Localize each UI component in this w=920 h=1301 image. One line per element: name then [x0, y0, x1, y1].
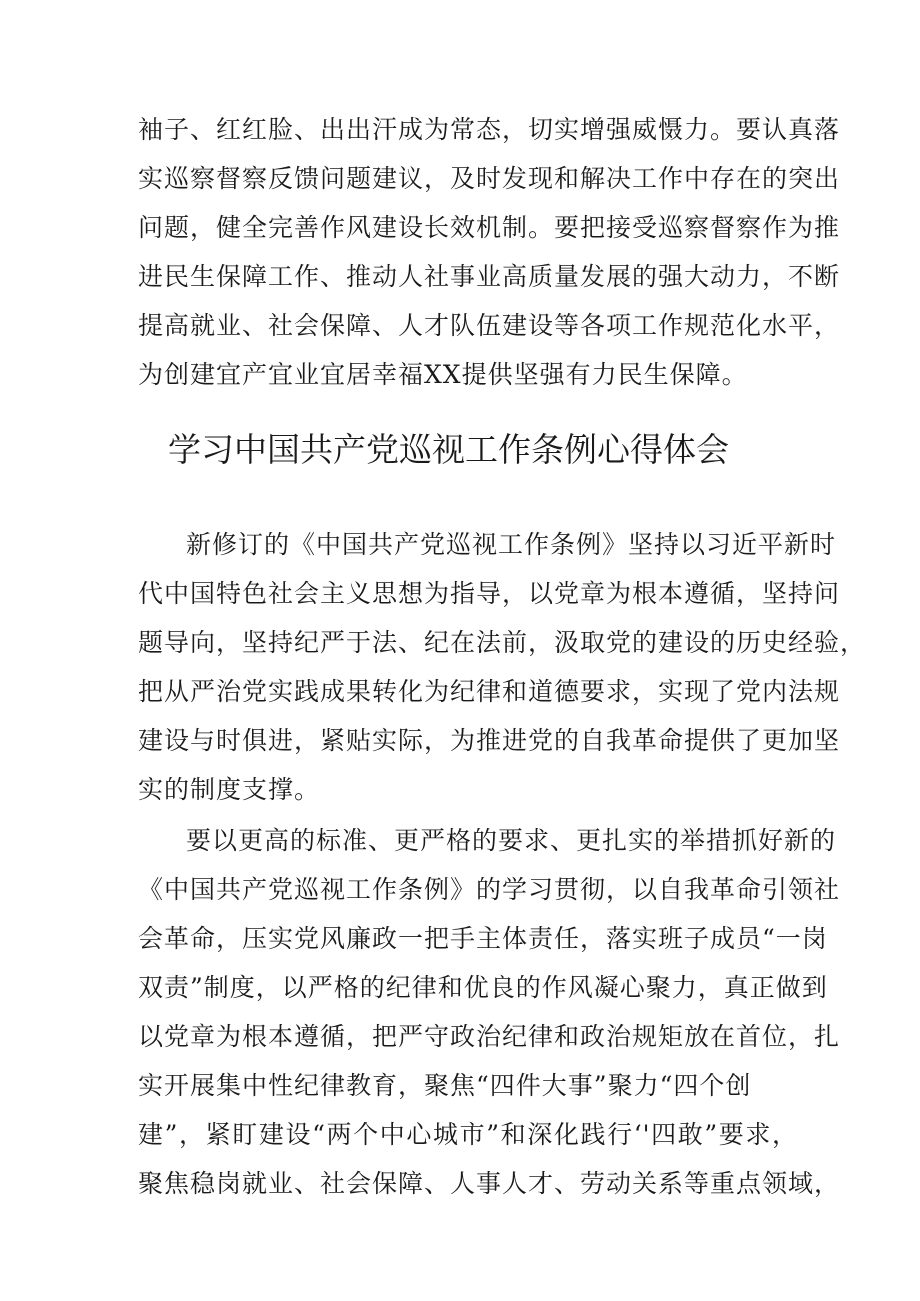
paragraph-1-line-4: 进民生保障工作、推动人社事业高质量发展的强大动力，不断 [138, 262, 841, 291]
paragraph-3-line-4: 双责”制度，以严格的纪律和优良的作风凝心聚力，真正做到 [138, 973, 828, 1002]
paragraph-3-line-7: 建”，紧盯建设“两个中心城市”和深化践行‘'四敢”要求， [138, 1120, 798, 1149]
paragraph-1-line-2: 实巡察督察反馈问题建议，及时发现和解决工作中存在的突出 [138, 164, 841, 193]
paragraph-3-line-3: 会革命，压实党风廉政一把手主体责任，落实班子成员“一岗 [138, 924, 828, 953]
paragraph-1-line-3: 问题，健全完善作风建设长效机制。要把接受巡察督察作为推 [138, 213, 841, 242]
paragraph-3-line-1: 要以更高的标准、更严格的要求、更扎实的举措抓好新的 [186, 826, 837, 855]
paragraph-2-line-6: 实的制度支撑。 [138, 775, 321, 804]
paragraph-2-line-2: 代中国特色社会主义思想为指导，以党章为根本遵循，坚持问 [138, 579, 841, 608]
paragraph-3-line-8: 聚焦稳岗就业、社会保障、人事人才、劳动关系等重点领域， [138, 1169, 841, 1198]
paragraph-2-line-1: 新修订的《中国共产党巡视工作条例》坚持以习近平新时 [186, 530, 837, 559]
paragraph-3-line-5: 以党章为根本遵循，把严守政治纪律和政治规矩放在首位，扎 [138, 1022, 841, 1051]
document-title: 学习中国共产党巡视工作条例心得体会 [168, 430, 729, 469]
paragraph-1-line-6: 为创建宜产宜业宜居幸福XX提供坚强有力民生保障。 [138, 360, 748, 389]
paragraph-2-line-5: 建设与时俱进，紧贴实际，为推进党的自我革命提供了更加坚 [138, 726, 841, 755]
paragraph-2-line-4: 把从严治党实践成果转化为纪律和道德要求，实现了党内法规 [138, 677, 841, 706]
paragraph-3-line-2: 《中国共产党巡视工作条例》的学习贯彻，以自我革命引领社 [138, 875, 841, 904]
paragraph-2-line-3: 题导向，坚持纪严于法、纪在法前，汲取党的建设的历史经验， [138, 628, 867, 657]
paragraph-3-line-6: 实开展集中性纪律教育，聚焦“四件大事”聚力“四个创 [138, 1071, 752, 1100]
paragraph-1-line-1: 袖子、红红脸、出出汗成为常态，切实增强威慑力。要认真落 [138, 115, 841, 144]
paragraph-1-line-5: 提高就业、社会保障、人才队伍建设等各项工作规范化水平， [138, 311, 841, 340]
